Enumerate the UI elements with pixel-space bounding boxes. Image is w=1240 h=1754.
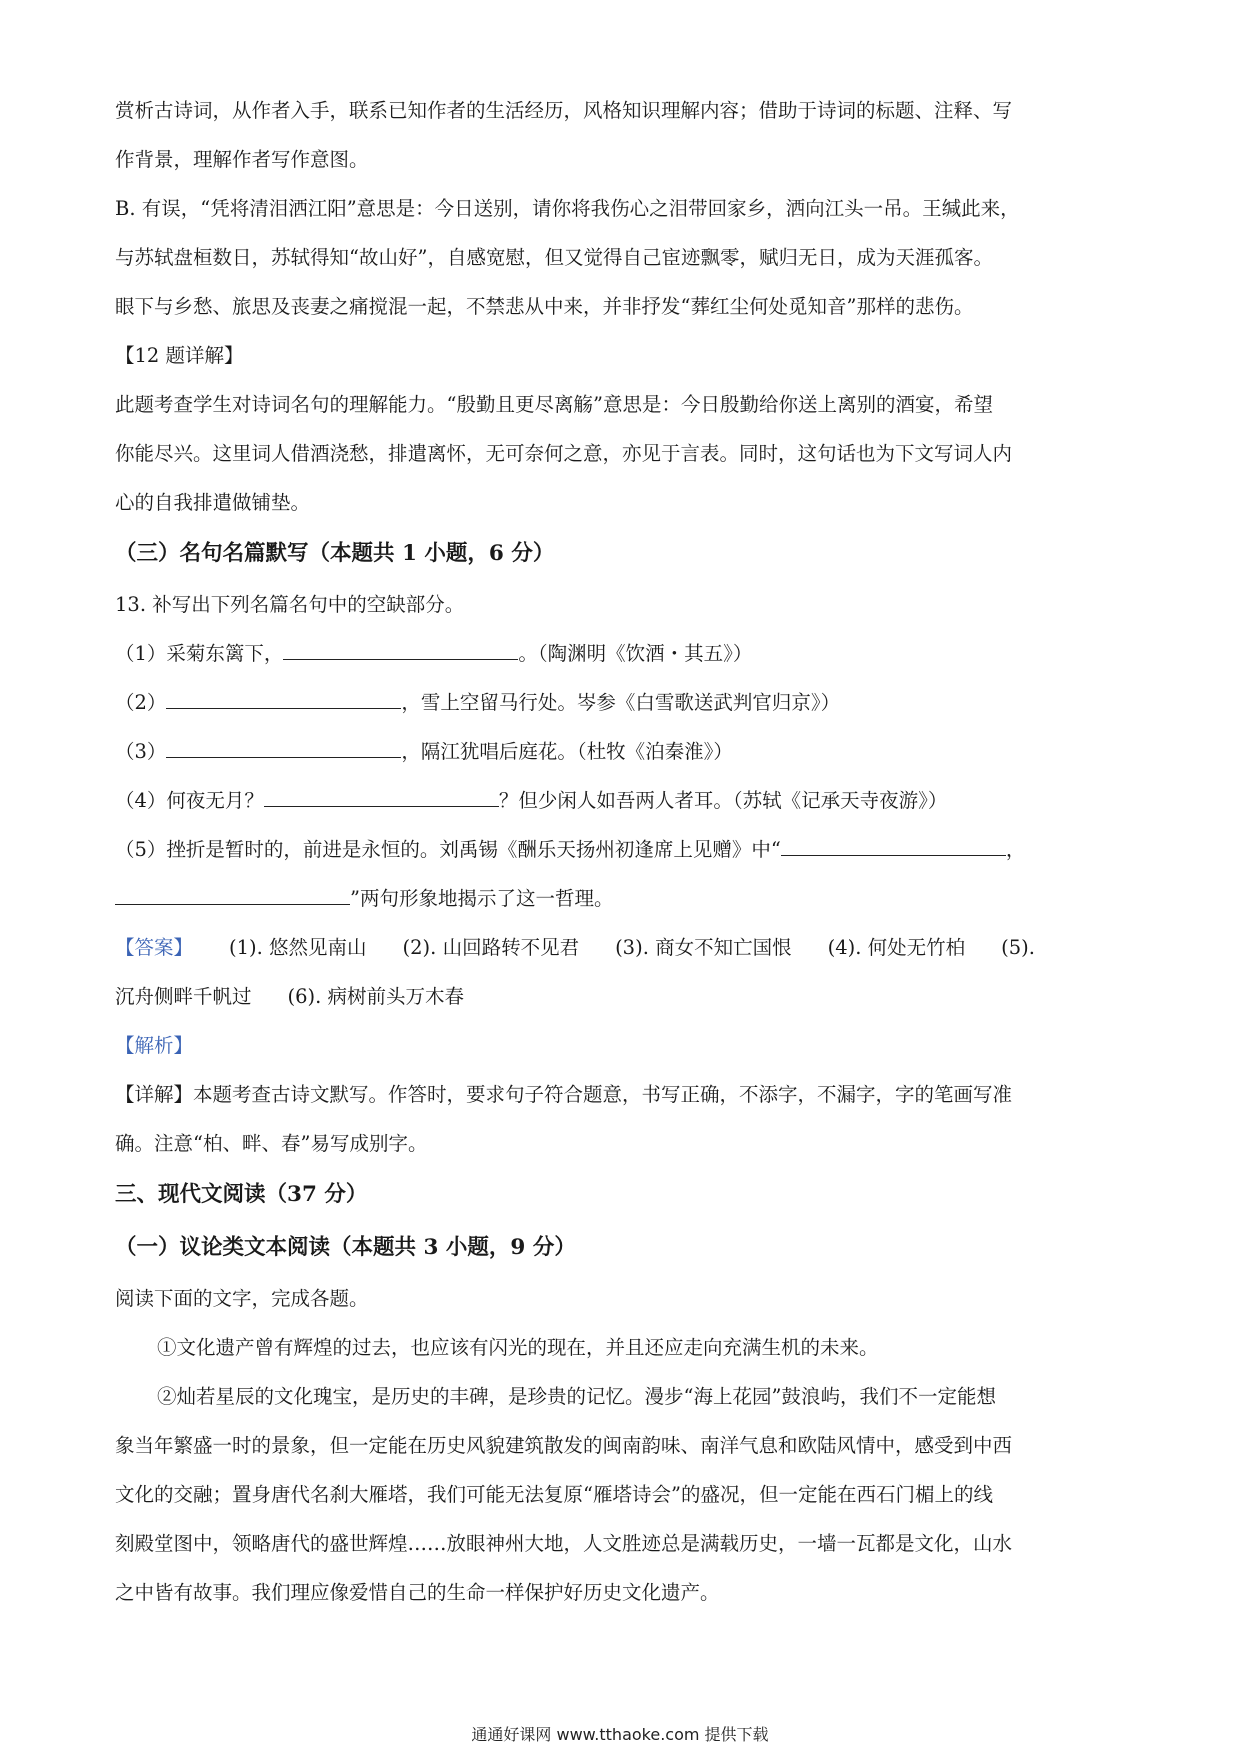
answer-item: (3). 商女不知亡国恨 (615, 936, 792, 959)
answer-item: (5). (1001, 936, 1035, 959)
text-line: 你能尽兴。这里词人借酒浇愁，排遣离怀，无可奈何之意，亦见于言表。同时，这句话也为下文写词人内 (115, 442, 1013, 465)
footer-watermark: 通通好课网 www.tthaoke.com 提供下载 (471, 1725, 769, 1744)
item-text: （2） (115, 691, 167, 714)
answer-line (115, 933, 1135, 963)
answer-blank[interactable] (264, 786, 499, 807)
answer-item: (2). 山回路转不见君 (402, 936, 580, 959)
item-text: ，雪上空留马行处。岑参《白雪歌送武判官归京》） (401, 691, 841, 714)
item-text: （3） (115, 740, 167, 763)
q13-prompt: 13. 补写出下列名篇名句中的空缺部分。 (115, 593, 465, 616)
section-heading: （一）议论类文本阅读（本题共 3 小题，9 分） (115, 1235, 576, 1260)
passage-line: 之中皆有故事。我们理应像爱惜自己的生命一样保护好历史文化遗产。 (115, 1581, 720, 1604)
analysis-tag: 【解析】 (115, 1034, 194, 1057)
document-page (115, 96, 1135, 1608)
text-line: 确。注意“柏、畔、春”易写成别字。 (115, 1132, 428, 1155)
answer-item: 沉舟侧畔千帆过 (115, 985, 252, 1008)
text-line: 此题考查学生对诗词名句的理解能力。“殷勤且更尽离觞”意思是：今日殷勤给你送上离别的酒宴，希望 (115, 393, 993, 416)
text-line: 与苏轼盘桓数日，苏轼得知“故山好”，自感宽慰，但又觉得自己宦迹飘零，赋归无日，成为天涯孤客。 (115, 246, 993, 269)
answer-item: (1). 悠然见南山 (229, 936, 367, 959)
answer-blank[interactable] (166, 737, 401, 758)
answer-blank[interactable] (283, 639, 518, 660)
text-line: 眼下与乡愁、旅思及丧妻之痛搅混一起，不禁悲从中来，并非抒发“葬红尘何处觅知音”那样的悲伤。 (115, 295, 974, 318)
item-text: ？但少闲人如吾两人者耳。（苏轼《记承天寺夜游》） (498, 789, 948, 812)
text-line: 赏析古诗词，从作者入手，联系已知作者的生活经历，风格知识理解内容；借助于诗词的标题、注释、写 (115, 99, 1013, 122)
answer-item: (6). 病树前头万木春 (287, 985, 465, 1008)
item-text: （5）挫折是暂时的，前进是永恒的。刘禹锡《酬乐天扬州初逢席上见赠》中“ (115, 838, 781, 861)
item-text: （1）采菊东篱下， (115, 642, 284, 665)
answer-tag: 【答案】 (115, 936, 194, 959)
passage-line: ②灿若星辰的文化瑰宝，是历史的丰碑，是珍贵的记忆。漫步“海上花园”鼓浪屿，我们不一定能想 (157, 1385, 996, 1408)
answer-blank[interactable] (115, 884, 350, 905)
part-heading: 三、现代文阅读（37 分） (115, 1182, 368, 1207)
read-prompt: 阅读下面的文字，完成各题。 (115, 1287, 369, 1310)
q13-item-2 (115, 688, 1135, 718)
item-text: （4）何夜无月？ (115, 789, 264, 812)
item-text: ，隔江犹唱后庭花。（杜牧《泊秦淮》） (401, 740, 733, 763)
q12-title: 【12 题详解】 (115, 344, 244, 367)
item-text: ”两句形象地揭示了这一哲理。 (350, 887, 614, 910)
item-text: 。（陶渊明《饮酒・其五》） (518, 642, 753, 665)
text-line: B. 有误，“凭将清泪洒江阳”意思是：今日送别，请你将我伤心之泪带回家乡，洒向江头一吊。王缄此来， (115, 197, 1020, 220)
text-line: 作背景，理解作者写作意图。 (115, 148, 369, 171)
q13-item-3 (115, 737, 1135, 767)
q13-item-4 (115, 786, 1135, 816)
text-line: 心的自我排遣做铺垫。 (115, 491, 311, 514)
answer-item: (4). 何处无竹柏 (827, 936, 966, 959)
answer-line (115, 982, 1135, 1012)
q13-item-1 (115, 639, 1135, 669)
detail-text: 本题考查古诗文默写。作答时，要求句子符合题意，书写正确，不添字，不漏字，字的笔画写准 (193, 1083, 1013, 1106)
passage-line: 文化的交融；置身唐代名刹大雁塔，我们可能无法复原“雁塔诗会”的盛况，但一定能在西石门楣上的线 (115, 1483, 993, 1506)
q13-item-5 (115, 835, 1135, 865)
section-heading: （三）名句名篇默写（本题共 1 小题，6 分） (115, 541, 555, 566)
q13-item-5-cont (115, 884, 1135, 914)
answer-blank[interactable] (166, 688, 401, 709)
item-text: ， (1005, 838, 1026, 861)
passage-line: 象当年繁盛一时的景象，但一定能在历史风貌建筑散发的闽南韵味、南洋气息和欧陆风情中，感受到中西 (115, 1434, 1013, 1457)
passage-line: 刻殿堂图中，领略唐代的盛世辉煌……放眼神州大地，人文胜迹总是满载历史，一墙一瓦都是文化，山水 (115, 1532, 1013, 1555)
detail-line (115, 1080, 1135, 1110)
answer-blank[interactable] (781, 835, 1006, 856)
detail-tag: 【详解】 (115, 1083, 194, 1106)
passage-paragraph: ①文化遗产曾有辉煌的过去，也应该有闪光的现在，并且还应走向充满生机的未来。 (157, 1336, 879, 1359)
